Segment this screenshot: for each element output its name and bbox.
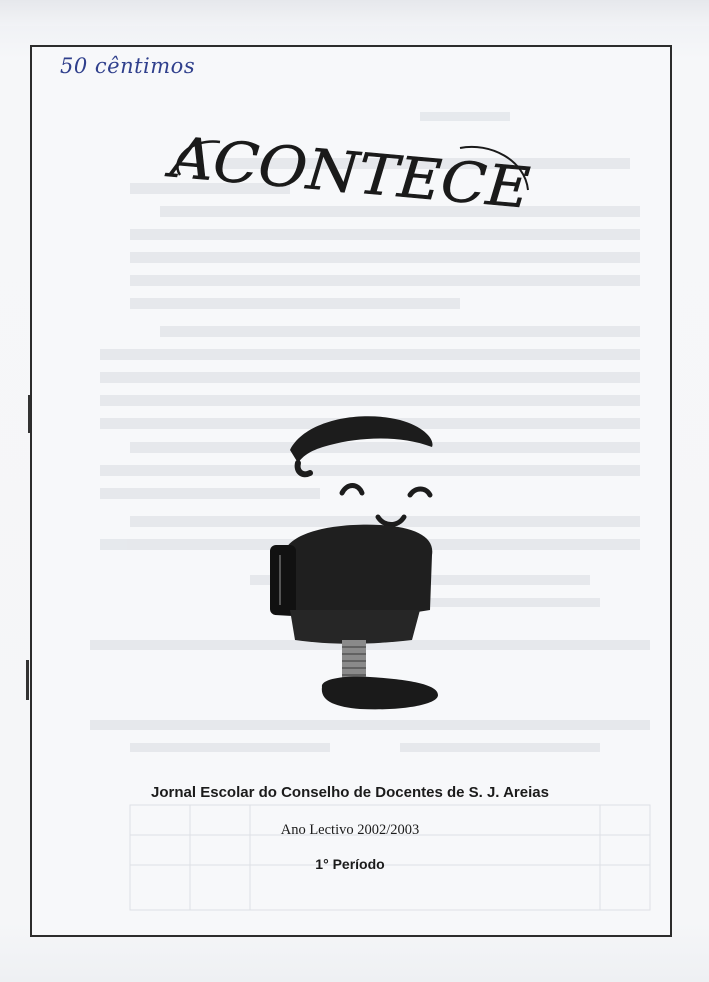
school-year: Ano Lectivo 2002/2003 [280,822,420,838]
masthead-logo [150,120,550,230]
journal-title: Jornal Escolar do Conselho de Docentes de S. J. Areias [151,784,549,801]
term-label: 1° Período [315,856,385,872]
masthead-title: ACONTECE [167,125,513,220]
mascot-illustration [250,405,450,725]
binding-mark-lower [26,660,29,700]
scan-top-edge [0,0,709,26]
handwritten-price-note: 50 cêntimos [60,54,196,78]
